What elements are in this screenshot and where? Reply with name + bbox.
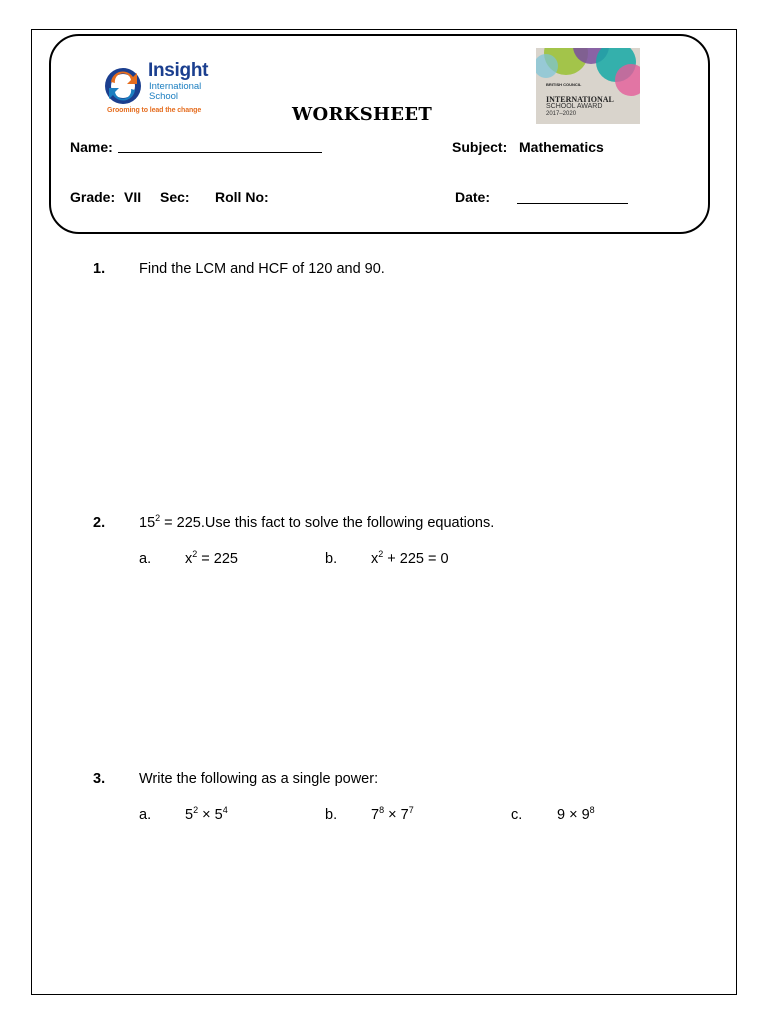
sec-label: Sec: (160, 189, 190, 205)
grade-value: VII (124, 189, 142, 205)
award-subtitle: SCHOOL AWARD (546, 103, 603, 110)
question-1-number: 1. (93, 261, 106, 277)
question-3c-expression: $9 \times 9^8$ (557, 805, 595, 823)
school-name: Insight (148, 60, 209, 81)
name-field[interactable] (118, 138, 322, 153)
question-3-number: 3. (93, 771, 106, 787)
question-2b-label: b. (325, 551, 338, 567)
page-title: WORKSHEET (292, 104, 433, 125)
award-title: INTERNATIONAL (546, 95, 614, 104)
question-3b-label: b. (325, 807, 338, 823)
question-2-text: $15^2 = 225.Use$ this fact to solve the following equations. (139, 513, 495, 531)
question-2-number: 2. (93, 515, 106, 531)
school-tagline: Grooming to lead the change (107, 107, 202, 114)
roll-label: Roll No: (215, 189, 269, 205)
award-years: 2017–2020 (546, 111, 577, 117)
question-3a-label: a. (139, 807, 152, 823)
question-1-text: Find the LCM and HCF of 120 and 90. (139, 261, 385, 277)
school-subname: International School (149, 81, 202, 102)
date-label: Date: (455, 189, 491, 205)
question-3a-expression: $5^2 \times 5^4$ (185, 805, 228, 823)
award-badge (536, 48, 640, 124)
question-3-text: Write the following as a single power: (139, 771, 379, 787)
name-label: Name: (70, 139, 113, 155)
question-2a-expression: $x^2 = 225$ (185, 549, 238, 567)
subject-label: Subject: (452, 139, 508, 155)
question-3c-label: c. (511, 807, 523, 823)
grade-label: Grade: (70, 189, 116, 205)
date-field[interactable] (517, 188, 628, 204)
question-3b-expression: $7^8 \times 7^7$ (371, 805, 414, 823)
question-2a-label: a. (139, 551, 152, 567)
award-council: BRITISH COUNCIL (546, 82, 582, 87)
question-2b-expression: $x^2 + 225 = 0$ (371, 549, 449, 567)
subject-value: Mathematics (519, 139, 604, 155)
